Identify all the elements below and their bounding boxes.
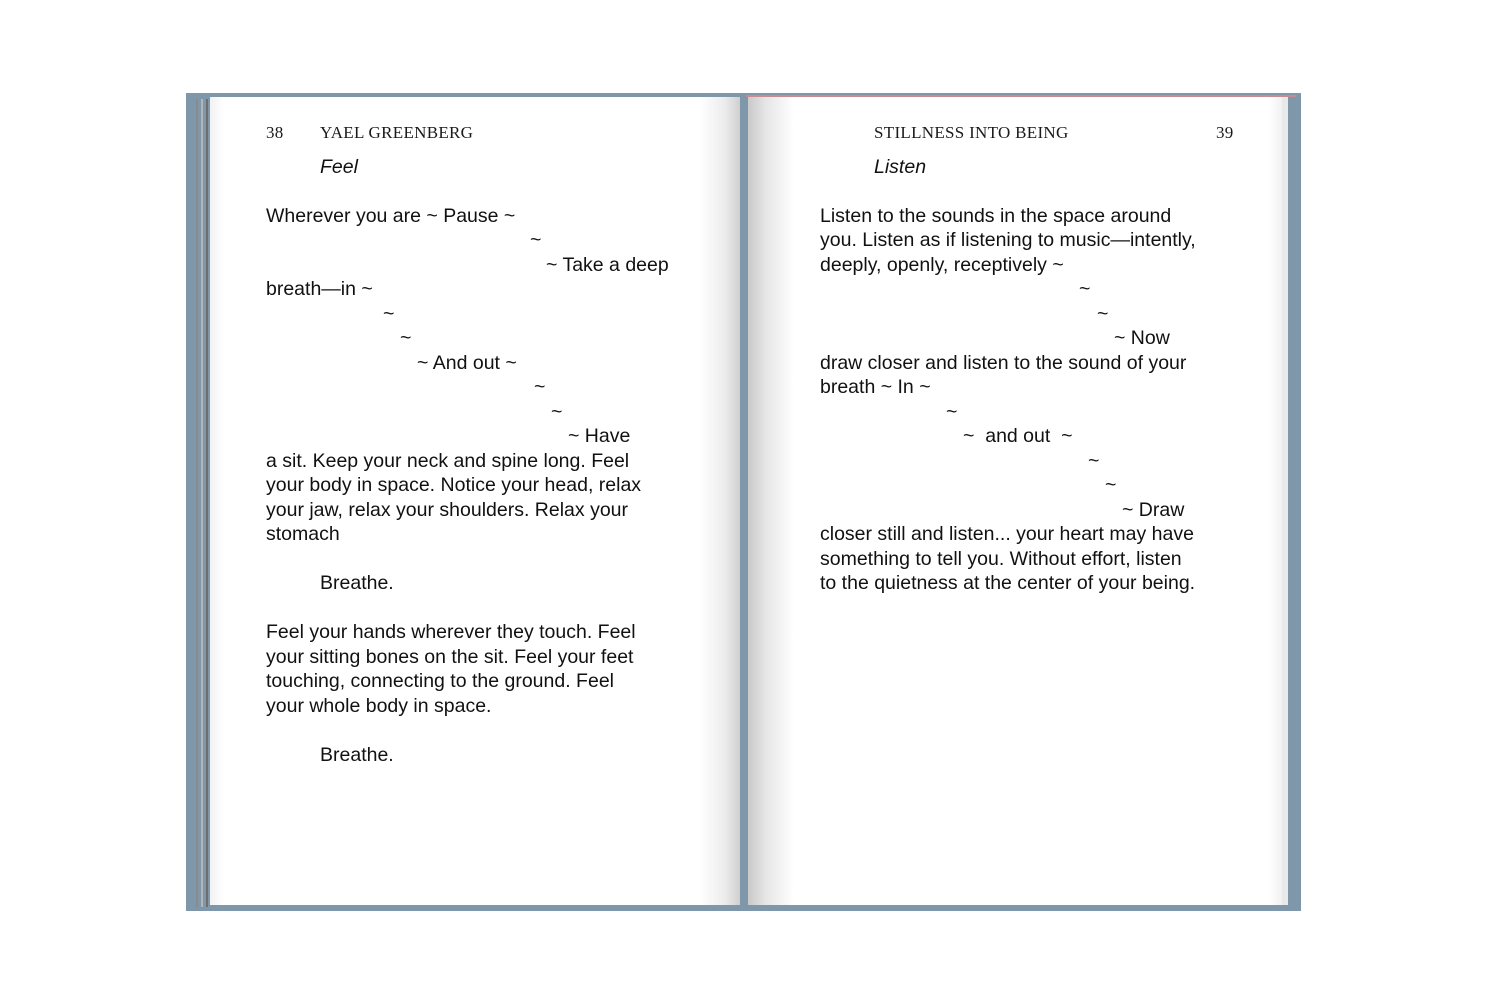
text-line: ~ Draw bbox=[1122, 499, 1185, 521]
tilde-mark: ~ bbox=[1105, 474, 1117, 496]
text-line: something to tell you. Without effort, listen bbox=[820, 548, 1182, 570]
text-line: ~ Now bbox=[1114, 327, 1170, 349]
tilde-mark: ~ bbox=[1088, 450, 1100, 472]
text-line: Wherever you are ~ Pause ~ bbox=[266, 205, 516, 227]
tilde-mark: ~ bbox=[1097, 303, 1109, 325]
right-page bbox=[748, 97, 1282, 905]
text-line: a sit. Keep your neck and spine long. Feel bbox=[266, 450, 630, 472]
text-line: your jaw, relax your shoulders. Relax your bbox=[266, 499, 628, 521]
text-line: closer still and listen... your heart may have bbox=[820, 523, 1194, 545]
tilde-mark: ~ bbox=[530, 229, 542, 251]
text-line: deeply, openly, receptively ~ bbox=[820, 254, 1064, 276]
tilde-mark: ~ bbox=[400, 327, 412, 349]
text-line: breath—in ~ bbox=[266, 278, 373, 300]
tilde-mark: ~ bbox=[383, 303, 395, 325]
section-title: Feel bbox=[320, 156, 358, 178]
text-line: ~ Take a deep bbox=[546, 254, 669, 276]
text-line: Breathe. bbox=[320, 572, 394, 594]
page-number: 38 bbox=[266, 123, 284, 142]
text-line: ~ Have bbox=[568, 425, 631, 447]
text-line: to the quietness at the center of your being. bbox=[820, 572, 1196, 594]
text-line: Breathe. bbox=[320, 744, 394, 766]
text-line: touching, connecting to the ground. Feel bbox=[266, 670, 614, 692]
text-line: Listen to the sounds in the space around bbox=[820, 205, 1172, 227]
tilde-mark: ~ bbox=[1079, 278, 1091, 300]
text-line: your whole body in space. bbox=[266, 695, 492, 717]
page-edges bbox=[192, 99, 210, 907]
text-line: Feel your hands wherever they touch. Feel bbox=[266, 621, 636, 643]
running-head: YAEL GREENBERG bbox=[320, 123, 474, 142]
text-line: ~ and out ~ bbox=[963, 425, 1073, 447]
tilde-mark: ~ bbox=[946, 401, 958, 423]
text-line: ~ And out ~ bbox=[417, 352, 517, 374]
text-line: you. Listen as if listening to music—intently, bbox=[820, 229, 1196, 251]
text-line: breath ~ In ~ bbox=[820, 376, 931, 398]
text-line: your sitting bones on the sit. Feel your feet bbox=[266, 646, 634, 668]
tilde-mark: ~ bbox=[551, 401, 563, 423]
tilde-mark: ~ bbox=[534, 376, 546, 398]
running-head: STILLNESS INTO BEING bbox=[874, 123, 1069, 142]
section-title: Listen bbox=[874, 156, 927, 178]
text-line: your body in space. Notice your head, relax bbox=[266, 474, 642, 496]
open-book bbox=[186, 93, 1301, 911]
page-edges-right bbox=[1282, 97, 1288, 905]
left-page bbox=[210, 97, 740, 905]
text-line: stomach bbox=[266, 523, 340, 545]
page-number: 39 bbox=[1216, 123, 1234, 142]
text-line: draw closer and listen to the sound of your bbox=[820, 352, 1187, 374]
